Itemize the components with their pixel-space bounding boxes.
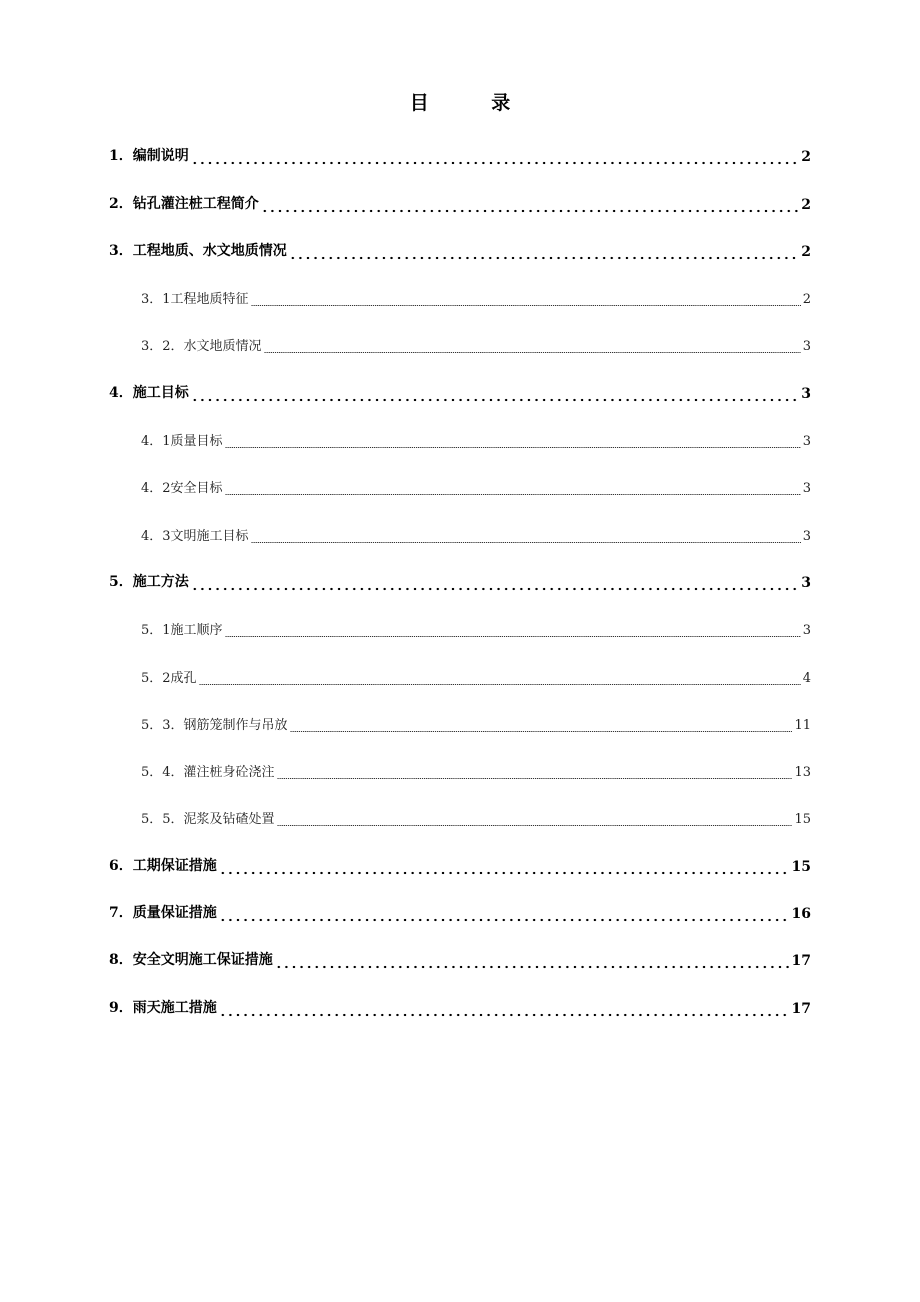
toc-entry-7[interactable] — [109, 893, 811, 940]
toc-entry-page: 2 — [801, 196, 811, 213]
toc-entry-number: 7． — [109, 905, 133, 922]
toc-entry-title: 钻孔灌注桩工程简介 — [132, 195, 259, 212]
toc-entry-number: 3．2． — [141, 339, 184, 355]
toc-entry-title: 泥浆及钻碴处置 — [183, 812, 275, 828]
toc-entry-5-4[interactable] — [109, 751, 811, 798]
toc-entry-title: 文明施工目标 — [170, 528, 249, 544]
toc-entry-number: 4． — [109, 384, 133, 401]
toc-dot-leader — [191, 577, 800, 591]
toc-entry-title: 编制说明 — [132, 148, 189, 165]
toc-entry-number: 4．2 — [141, 481, 171, 497]
toc-entry-title: 成孔 — [170, 670, 197, 686]
toc-entry-number: 9． — [109, 999, 133, 1016]
toc-title: 目 录 — [409, 92, 539, 114]
toc-entry-4-2[interactable] — [109, 467, 811, 514]
toc-dot-leader — [219, 861, 790, 875]
toc-entry-page: 3 — [802, 339, 811, 355]
toc-dot-leader — [261, 199, 800, 213]
toc-dot-leader — [191, 388, 800, 402]
toc-entry-page: 17 — [791, 953, 811, 970]
toc-entry-5-1[interactable] — [109, 609, 811, 656]
toc-entry-number: 2． — [109, 195, 133, 212]
toc-entry-4[interactable] — [109, 372, 811, 419]
toc-dot-leader — [225, 435, 801, 449]
toc-entry-3-1[interactable] — [109, 278, 811, 325]
toc-entry-number: 5．3． — [141, 717, 184, 733]
toc-entry-page: 13 — [794, 765, 811, 781]
toc-entry-page: 16 — [791, 906, 811, 923]
toc-entry-5[interactable] — [109, 562, 811, 609]
toc-entry-title: 工程地质、水文地质情况 — [132, 242, 287, 259]
toc-entry-title: 雨天施工措施 — [132, 999, 217, 1016]
toc-entry-title: 施工顺序 — [170, 623, 223, 639]
toc-entry-number: 5． — [109, 573, 133, 590]
toc-dot-leader — [275, 955, 790, 969]
toc-entry-page: 15 — [791, 858, 811, 875]
toc-entry-number: 4．3 — [141, 528, 171, 544]
toc-entry-page: 3 — [802, 434, 811, 450]
toc-entry-page: 17 — [791, 1000, 811, 1017]
toc-entry-title: 灌注桩身砼浇注 — [183, 765, 275, 781]
toc-entry-number: 5．4． — [141, 765, 184, 781]
toc-entry-number: 6． — [109, 857, 133, 874]
toc-entry-page: 4 — [802, 670, 811, 686]
toc-dot-leader — [264, 340, 801, 354]
toc-dot-leader — [290, 719, 793, 733]
toc-entry-number: 5．1 — [141, 623, 171, 639]
toc-entry-title: 质量保证措施 — [132, 905, 217, 922]
toc-entry-page: 2 — [802, 292, 811, 308]
toc-entry-number: 1． — [109, 148, 133, 165]
toc-entry-title: 水文地质情况 — [183, 339, 262, 355]
toc-dot-leader — [191, 151, 800, 165]
toc-entry-page: 3 — [801, 385, 811, 402]
toc-entry-page: 11 — [794, 717, 811, 733]
toc-entry-5-5[interactable] — [109, 798, 811, 845]
toc-entry-number: 5．5． — [141, 812, 184, 828]
toc-dot-leader — [289, 246, 800, 260]
toc-entry-title: 安全文明施工保证措施 — [132, 952, 273, 969]
toc-dot-leader — [219, 908, 790, 922]
toc-entry-5-3[interactable] — [109, 704, 811, 751]
toc-entry-number: 3． — [109, 242, 133, 259]
toc-dot-leader — [251, 293, 801, 307]
toc-entry-9[interactable] — [109, 987, 811, 1034]
toc-entry-number: 5．2 — [141, 670, 171, 686]
toc-entry-title: 安全目标 — [170, 481, 223, 497]
toc-entry-page: 15 — [794, 812, 811, 828]
toc-entry-3-2[interactable] — [109, 325, 811, 372]
toc-dot-leader — [277, 813, 793, 827]
toc-entry-2[interactable] — [109, 183, 811, 230]
toc-entry-page: 3 — [802, 528, 811, 544]
toc-entry-1[interactable] — [109, 136, 811, 183]
toc-entry-title: 钢筋笼制作与吊放 — [183, 717, 288, 733]
toc-entry-title: 工程地质特征 — [170, 292, 249, 308]
toc-entry-number: 8． — [109, 952, 133, 969]
toc-entry-5-2[interactable] — [109, 656, 811, 703]
toc-entry-title: 施工方法 — [132, 573, 189, 590]
toc-entry-4-1[interactable] — [109, 420, 811, 467]
toc-entry-page: 2 — [801, 243, 811, 260]
toc-dot-leader — [251, 530, 801, 544]
toc-entry-title: 质量目标 — [170, 434, 223, 450]
toc-entry-8[interactable] — [109, 940, 811, 987]
toc-dot-leader — [225, 482, 801, 496]
toc-list — [109, 136, 811, 1035]
toc-entry-page: 3 — [802, 481, 811, 497]
toc-entry-title: 工期保证措施 — [132, 857, 217, 874]
toc-entry-3[interactable] — [109, 231, 811, 278]
toc-entry-page: 2 — [801, 149, 811, 166]
toc-dot-leader — [219, 1003, 790, 1017]
toc-entry-6[interactable] — [109, 845, 811, 892]
toc-dot-leader — [277, 766, 793, 780]
toc-entry-number: 3．1 — [141, 292, 171, 308]
toc-entry-number: 4．1 — [141, 434, 171, 450]
toc-entry-page: 3 — [801, 574, 811, 591]
toc-dot-leader — [225, 624, 801, 638]
toc-entry-title: 施工目标 — [132, 384, 189, 401]
toc-entry-page: 3 — [802, 623, 811, 639]
toc-entry-4-3[interactable] — [109, 514, 811, 561]
toc-dot-leader — [199, 672, 801, 686]
